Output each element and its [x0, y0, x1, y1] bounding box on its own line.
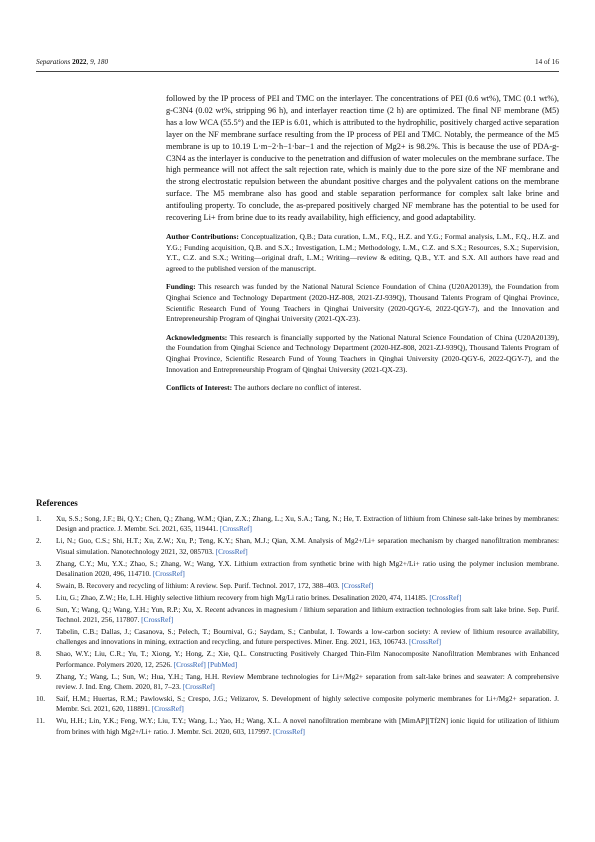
conflicts-text: The authors declare no conflict of interest.: [233, 383, 362, 393]
funding-label: Funding:: [166, 282, 196, 292]
acknowledgments: [166, 333, 559, 375]
conflicts-of-interest: [166, 383, 559, 394]
author-contributions: [166, 232, 559, 274]
reference-item: [36, 694, 559, 715]
crossref-link[interactable]: [CrossRef]: [272, 726, 305, 736]
acknowledgments-text: This research is financially supported by the National Natural Science Foundation of China (U20A20139), the Foundation from Qinghai Science and Technology Department (2020-HZ-808, 2021-ZJ-939Q), Thousand Talents Program of Qinghai Province, Scientific Research Fund of Young Teachers in Qinghai University (2020-QGY-6, 2022-QGY-7), and the Innovation and Entrepreneurship Program of Qinghai University (2021-QX-23).: [166, 332, 559, 374]
reference-number: 10.: [36, 694, 46, 703]
reference-number: 7.: [36, 627, 42, 637]
crossref-link[interactable]: [CrossRef]: [182, 682, 215, 692]
reference-item: [36, 605, 559, 626]
reference-number: 9.: [36, 671, 42, 681]
reference-item: [36, 593, 559, 603]
crossref-link[interactable]: [CrossRef]: [341, 580, 374, 590]
reference-number: 4.: [36, 580, 42, 590]
reference-item: [36, 536, 559, 557]
author-contributions-text: Conceptualization, Q.B.; Data curation, L.M., F.Q., H.Z. and Y.G.; Formal analysis, L.M., F.Q., H.Z. and Y.G.; Funding acquisition, Q.B. and S.X.; Investigation, L.M.; Methodology, L.M., C.Z. and S.X.; Resources, S.X.; Supervision, Y.T., C.Z. and S.X.; Writing—original draft, L.M.; Writing—review & editing, Q.B., Y.T. and S.X. All authors have read and agreed to the published version of the manuscript.: [166, 231, 559, 273]
header-rule: [36, 71, 559, 72]
reference-item: [36, 649, 559, 670]
reference-text: Xu, S.S.; Song, J.F.; Bi, Q.Y.; Chen, Q.; Zhang, W.M.; Qian, Z.X.; Zhang, L.; Xu, S.A.; Tang, N.; He, T. Extraction of lithium from Chinese salt-lake brines by membranes: Design and practice. J. Membr. Sci. 2021, 635, 119441.: [56, 514, 559, 534]
reference-item: [36, 514, 559, 535]
reference-text: Swain, B. Recovery and recycling of lithium: A review. Sep. Purif. Technol. 2017, 172, 388–403.: [56, 580, 340, 590]
journal-year: 2022: [72, 58, 87, 66]
conflicts-label: Conflicts of Interest:: [166, 383, 233, 393]
crossref-link[interactable]: [CrossRef] [PubMed]: [173, 659, 238, 669]
reference-number: 6.: [36, 604, 42, 614]
funding-text: This research was funded by the National Natural Science Foundation of China (U20A20139), the Foundation from Qinghai Science and Technology Department (2020-HZ-808, 2021-ZJ-939Q), Thousand Talents Program of Qinghai Province, Scientific Research Fund of Young Teachers in Qinghai University (2020-QGY-6, 2022-QGY-7), and the Innovation and Entrepreneurship Program of Qinghai University (2021-QX-23).: [166, 282, 559, 324]
reference-number: 5.: [36, 592, 42, 602]
reference-text: Tabelin, C.B.; Dallas, J.; Casanova, S.; Pelech, T.; Bournival, G.; Saydam, S.; Canbulat, I. Towards a low-carbon society: A review of lithium resource availability, challenges and innovations in mining, extraction and recycling, and future perspectives. Miner. Eng. 2021, 163, 106743.: [56, 627, 559, 647]
crossref-link[interactable]: [CrossRef]: [409, 637, 442, 647]
journal-volume: 9: [90, 58, 94, 66]
running-header: [36, 58, 559, 68]
crossref-link[interactable]: [CrossRef]: [219, 524, 252, 534]
journal-citation: Separations 2022, 9, 180: [36, 58, 109, 66]
reference-text: Liu, G.; Zhao, Z.W.; He, L.H. Highly selective lithium recovery from high Mg/Li ratio brines. Desalination 2020, 474, 114185.: [56, 592, 428, 602]
page-number: 14 of 16: [535, 58, 559, 66]
crossref-link[interactable]: [CrossRef]: [429, 592, 462, 602]
reference-text: Zhang, C.Y.; Mu, Y.X.; Zhao, S.; Zhang, W.; Wang, Y.X. Lithium extraction from synthetic brine with high Mg2+/Li+ ratio using the polymer inclusion membrane. Desalination 2020, 496, 114710.: [56, 558, 559, 579]
journal-name: Separations: [36, 58, 71, 66]
reference-list: [36, 514, 559, 739]
author-contributions-label: Author Contributions:: [166, 231, 239, 241]
crossref-link[interactable]: [CrossRef]: [141, 615, 174, 625]
reference-number: 3.: [36, 558, 42, 568]
reference-item: [36, 716, 559, 737]
crossref-link[interactable]: [CrossRef]: [152, 569, 185, 579]
reference-item: [36, 627, 559, 648]
reference-text: Shao, W.Y.; Liu, C.R.; Yu, T.; Xiong, Y.; Hong, Z.; Xie, Q.L. Constructing Positively Charged Thin-Film Nanocomposite Nanofiltration Membranes with Enhanced Performance. Polymers 2020, 12, 2526.: [56, 649, 559, 669]
reference-text: Wu, H.H.; Lin, Y.K.; Feng, W.Y.; Liu, T.Y.; Wang, L.; Yao, H.; Wang, X.L. A novel nanofiltration membrane with [MimAP][Tf2N] ionic liquid for utilization of lithium from brines with high Mg2+/Li+ ratio. J. Membr. Sci. 2020, 603, 117997.: [56, 716, 559, 736]
reference-item: [36, 559, 559, 580]
reference-text: Li, N.; Guo, C.S.; Shi, H.T.; Xu, Z.W.; Xu, P.; Teng, K.Y.; Shan, M.J.; Qian, X.M. Analysis of Mg2+/Li+ separation mechanism by charged nanofiltration membranes: Visual simulation. Nanotechnology 2021, 32, 085703.: [56, 536, 559, 556]
article-number: 180: [97, 58, 109, 66]
crossref-link[interactable]: [CrossRef]: [151, 704, 184, 714]
reference-number: 1.: [36, 514, 42, 523]
reference-number: 2.: [36, 536, 42, 546]
acknowledgments-label: Acknowledgments:: [166, 332, 228, 342]
reference-text: Zhang, Y.; Wang, L.; Sun, W.; Hua, Y.H.; Tang, H.H. Review Membrane technologies for Li+/Mg2+ separation from salt-lake brines and seawater: A comprehensive review. J. Ind. Eng. Chem. 2020, 81, 7–23.: [56, 671, 559, 692]
references-heading: References: [36, 498, 78, 508]
funding: [166, 282, 559, 324]
main-text: [166, 93, 559, 394]
reference-item: [36, 672, 559, 693]
reference-number: 8.: [36, 649, 42, 659]
conclusion-paragraph: followed by the IP process of PEI and TMC on the interlayer. The concentrations of PEI (0.6 wt%), TMC (0.1 wt%), g-C3N4 (0.02 wt%, stripping 96 h), and interlayer reaction time (2 h) are optimized. The final NF membrane (M5) has a low WCA (55.5°) and the IEP is 6.01, which is attributed to the hydrophilic, positively charged active separation layer on the NF membrane surface resulting from the IP process of PEI and TMC. Notably, the permeance of the M5 membrane is up to 10.19 L·m−2·h−1·bar−1 and the rejection of Mg2+ is 98.2%. This is because the use of PDA-g-C3N4 as the interlayer is conducive to the penetration and diffusion of water molecules on the membrane surface. The high permeance will not affect the salt rejection rate, which is mainly due to the pore size of the NF membrane and the strong electrostatic repulsion between the abundant positive charges and the polyvalent cations on the membrane surface. The M5 membrane also has good and stable separation performance for complex salt lake brine and antifouling property. To conclude, the as-prepared positively charged NF membrane has the potential to be used for recovering Li+ from brine due to its ready availability, high efficiency, and good adaptability.: [166, 94, 559, 223]
reference-item: [36, 581, 559, 591]
reference-text: Saif, H.M.; Huertas, R.M.; Pawlowski, S.; Crespo, J.G.; Velizarov, S. Development of highly selective composite polymeric membranes for Li+/Mg2+ separation. J. Membr. Sci. 2021, 620, 118891.: [56, 694, 559, 714]
reference-number: 11.: [36, 716, 45, 726]
crossref-link[interactable]: [CrossRef]: [215, 546, 248, 556]
reference-text: Sun, Y.; Wang, Q.; Wang, Y.H.; Yun, R.P.; Xu, X. Recent advances in magnesium / lithium separation and lithium extraction technologies from salt lake brine. Sep. Purif. Technol. 2021, 256, 117807.: [56, 604, 559, 625]
